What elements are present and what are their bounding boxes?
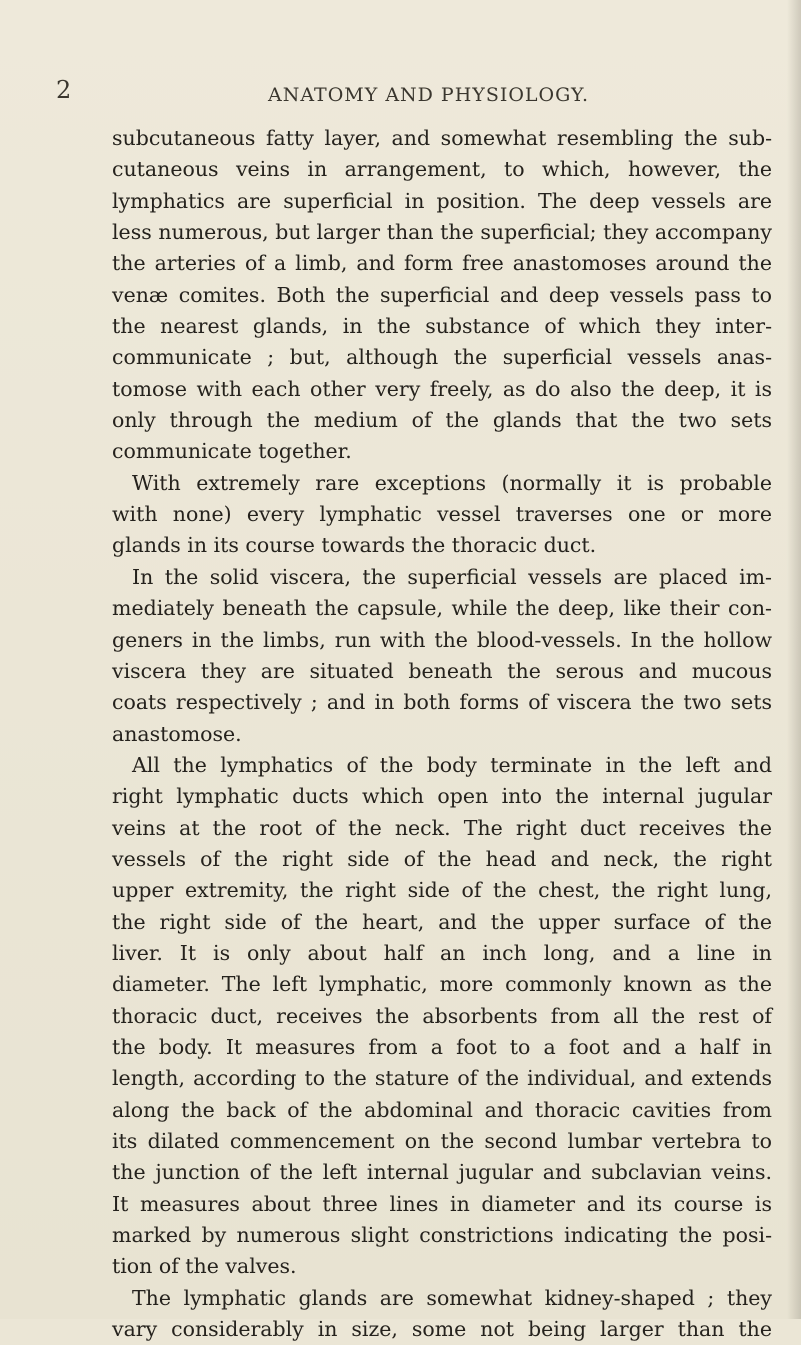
body-text	[112, 123, 772, 1345]
text-line: length, according to the stature of the individual, and extends	[112, 1066, 772, 1091]
text-line: diameter. The left lymphatic, more commonly known as the	[112, 972, 772, 997]
text-line: communicate ; but, although the superficial vessels anas-	[112, 345, 772, 370]
text-line: thoracic duct, receives the absorbents from all the rest of	[112, 1003, 772, 1028]
text-line: the body. It measures from a foot to a foot and a half in	[112, 1034, 772, 1059]
text-line: marked by numerous slight constrictions indicating the posi-	[112, 1223, 772, 1248]
text-line: the right side of the heart, and the upper surface of the	[112, 909, 772, 934]
text-line: It measures about three lines in diameter and its course is	[112, 1191, 772, 1216]
text-line: subcutaneous fatty layer, and somewhat resembling the sub-	[112, 126, 772, 150]
text-line: With extremely rare exceptions (normally it is probable	[132, 470, 772, 495]
text-line: venæ comites. Both the superficial and deep vessels pass to	[112, 282, 772, 307]
text-line: tomose with each other very freely, as do also the deep, it is	[112, 376, 772, 401]
text-line: tion of the valves.	[112, 1254, 297, 1279]
text-line: vessels of the right side of the head and neck, the right	[112, 846, 772, 871]
text-line: the arteries of a limb, and form free anastomoses around the	[112, 251, 772, 276]
page-number: 2	[56, 76, 72, 104]
text-line: geners in the limbs, run with the blood-vessels. In the hollow	[112, 627, 772, 652]
text-line: vary considerably in size, some not being larger than the	[112, 1317, 772, 1342]
text-line: In the solid viscera, the superficial vessels are placed im-	[132, 564, 772, 589]
text-line: The lymphatic glands are somewhat kidney-shaped ; they	[132, 1285, 772, 1310]
text-line: along the back of the abdominal and thoracic cavities from	[112, 1097, 772, 1122]
text-line: right lymphatic ducts which open into the internal jugular	[112, 784, 772, 809]
text-line: anastomose.	[112, 721, 242, 746]
text-line: viscera they are situated beneath the serous and mucous	[112, 658, 772, 683]
text-line: All the lymphatics of the body terminate in the left and	[132, 752, 772, 777]
text-line: communicate together.	[112, 439, 352, 464]
text-line: mediately beneath the capsule, while the deep, like their con-	[112, 596, 772, 621]
text-line: the nearest glands, in the substance of which they inter-	[112, 314, 772, 339]
text-line: only through the medium of the glands that the two sets	[112, 408, 772, 433]
text-line: glands in its course towards the thoracic duct.	[112, 533, 597, 558]
text-line: its dilated commencement on the second lumbar vertebra to	[112, 1129, 772, 1153]
text-line: lymphatics are superficial in position. The deep vessels are	[112, 188, 772, 213]
text-line: the junction of the left internal jugular and subclavian veins.	[112, 1160, 772, 1185]
running-head: ANATOMY AND PHYSIOLOGY.	[268, 84, 590, 106]
text-line: coats respectively ; and in both forms of viscera the two sets	[112, 690, 772, 715]
page-edge-shadow	[787, 0, 801, 1319]
text-line: less numerous, but larger than the superficial; they accompany	[112, 220, 772, 245]
text-line: with none) every lymphatic vessel traverses one or more	[112, 502, 772, 527]
text-line: cutaneous veins in arrangement, to which, however, the	[112, 157, 772, 182]
text-line: liver. It is only about half an inch long, and a line in	[112, 940, 772, 965]
text-line: veins at the root of the neck. The right duct receives the	[112, 815, 772, 840]
text-line: upper extremity, the right side of the chest, the right lung,	[112, 878, 772, 903]
